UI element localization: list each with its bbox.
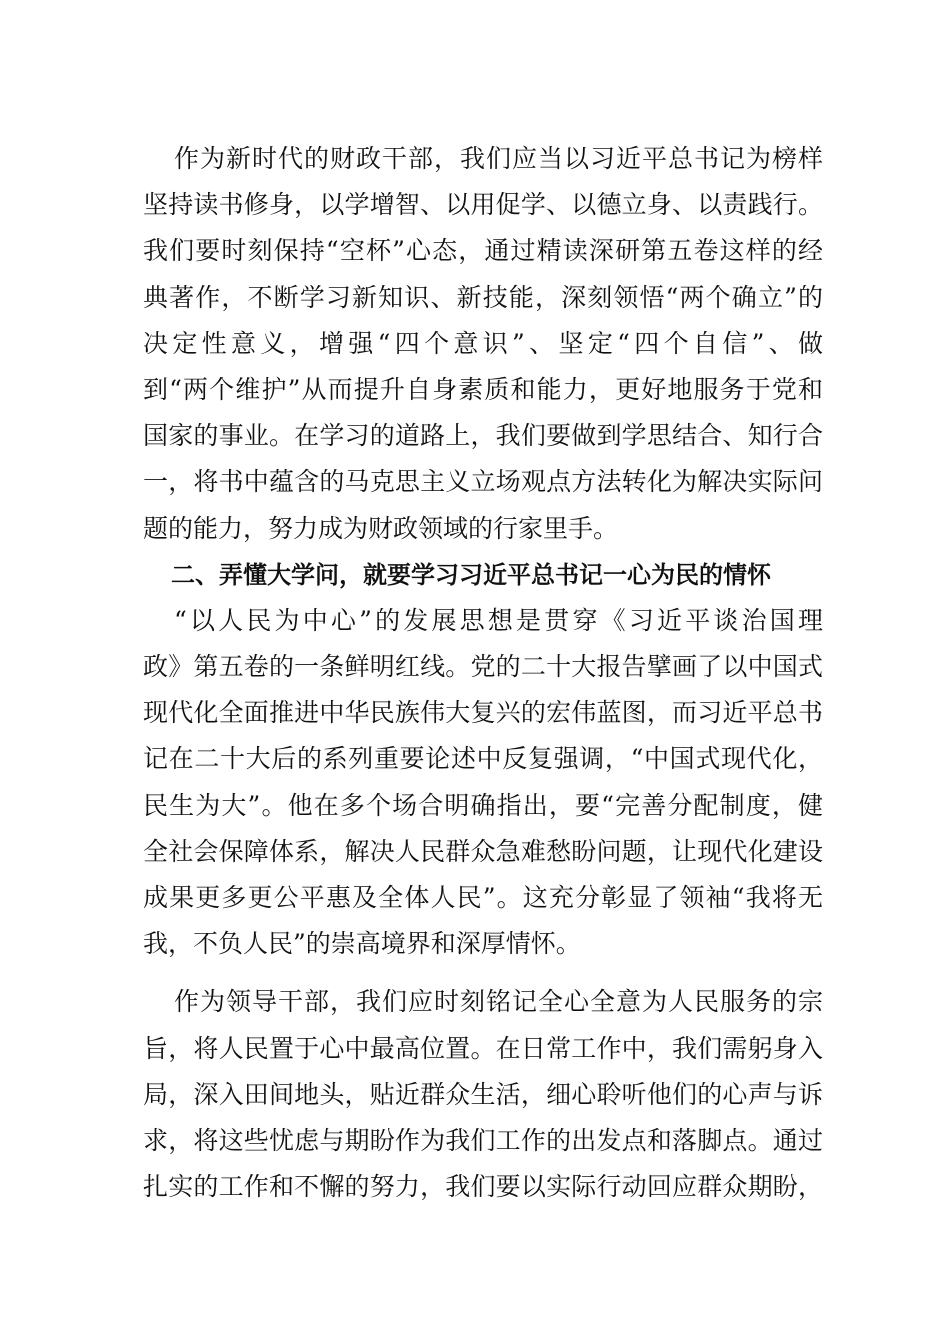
text-line: 求，将这些忧虑与期盼作为我们工作的出发点和落脚点。通过 (143, 1125, 823, 1155)
text-line: 全社会保障体系，解决人民群众急难愁盼问题，让现代化建设 (143, 836, 823, 866)
text-line: 到“两个维护”从而提升自身素质和能力，更好地服务于党和 (143, 374, 823, 404)
text-line: 坚持读书修身，以学增智、以用促学、以德立身、以责践行。 (143, 190, 823, 220)
text-line: 现代化全面推进中华民族伟大复兴的宏伟蓝图，而习近平总书 (143, 698, 823, 728)
text-line: 作为领导干部，我们应时刻铭记全心全意为人民服务的宗 (174, 987, 823, 1017)
text-line: 记在二十大后的系列重要论述中反复强调，“中国式现代化， (143, 744, 823, 774)
text-line: 题的能力，努力成为财政领域的行家里手。 (143, 513, 619, 543)
paragraph-1 (143, 136, 823, 552)
text-line: 作为新时代的财政干部，我们应当以习近平总书记为榜样 (174, 144, 823, 173)
paragraph-gap (143, 967, 823, 979)
paragraph-2 (143, 598, 823, 968)
text-line: 旨，将人民置于心中最高位置。在日常工作中，我们需躬身入 (143, 1033, 823, 1063)
text-line: “以人民为中心”的发展思想是贯穿《习近平谈治国理 (174, 605, 823, 635)
document-body (143, 136, 823, 1210)
text-line: 我，不负人民”的崇高境界和深厚情怀。 (143, 929, 581, 959)
text-line: 局，深入田间地头，贴近群众生活，细心聆听他们的心声与诉 (143, 1079, 823, 1109)
text-line: 民生为大”。他在多个场合明确指出，要“完善分配制度，健 (143, 790, 823, 820)
text-line: 一，将书中蕴含的马克思主义立场观点方法转化为解决实际问 (143, 467, 823, 497)
text-line: 决定性意义，增强“四个意识”、坚定“四个自信”、做 (143, 328, 823, 358)
text-line: 扎实的工作和不懈的努力，我们要以实际行动回应群众期盼， (143, 1172, 823, 1202)
text-line: 成果更多更公平惠及全体人民”。这充分彰显了领袖“我将无 (143, 883, 823, 912)
text-line: 典著作，不断学习新知识、新技能，深刻领悟“两个确立”的 (143, 282, 823, 312)
text-line: 国家的事业。在学习的道路上，我们要做到学思结合、知行合 (143, 421, 823, 451)
section-heading: 二、弄懂大学问，就要学习习近平总书记一心为民的情怀 (171, 560, 771, 589)
text-line: 我们要时刻保持“空杯”心态，通过精读深研第五卷这样的经 (143, 236, 823, 266)
paragraph-3 (143, 979, 823, 1210)
text-line: 政》第五卷的一条鲜明红线。党的二十大报告擘画了以中国式 (143, 652, 823, 682)
